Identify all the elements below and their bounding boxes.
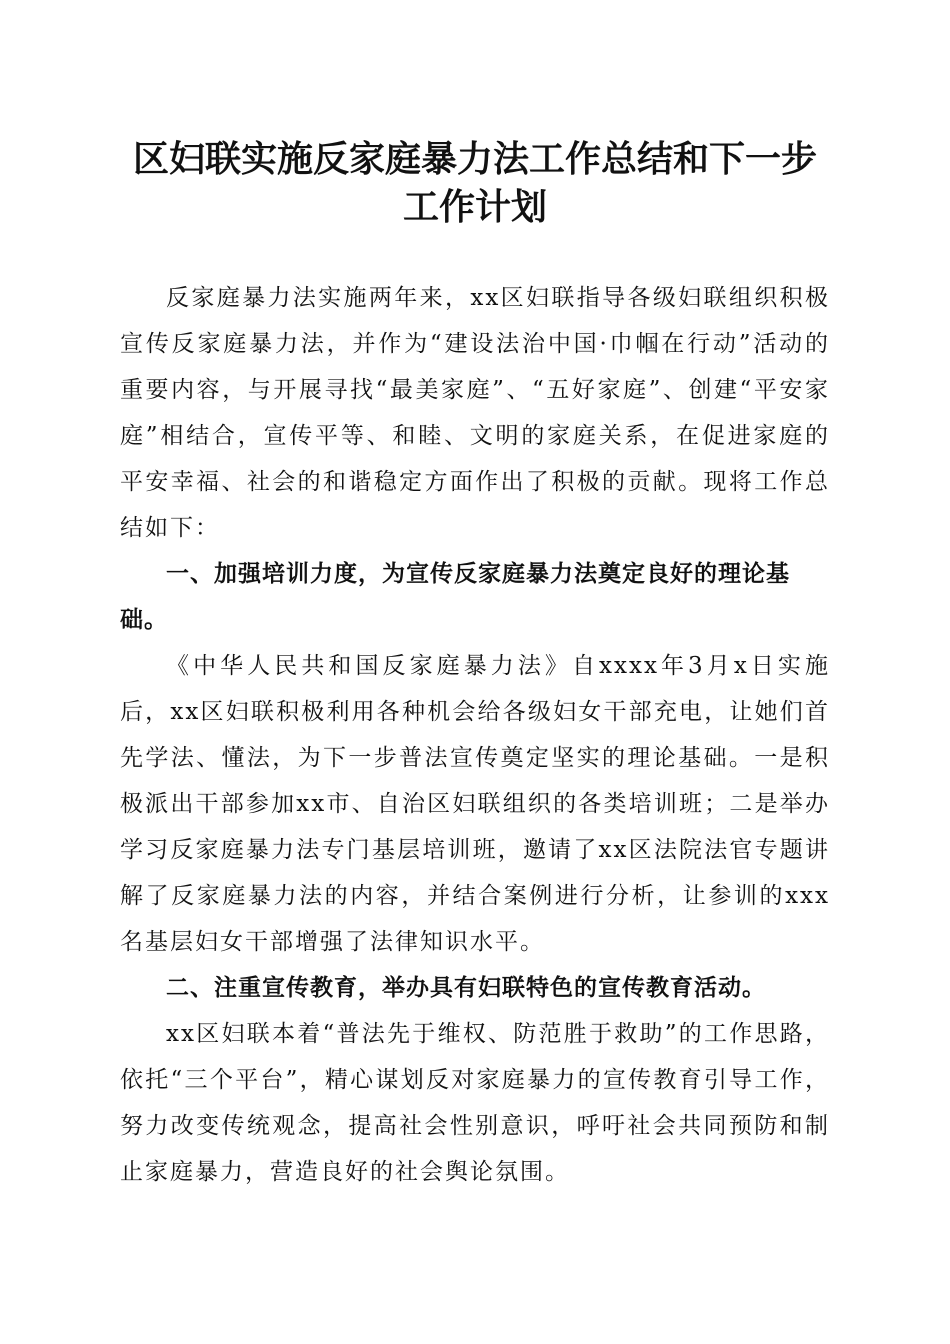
section-body-2: xx区妇联本着“普法先于维权、防范胜于救助”的工作思路，依托“三个平台”，精心谋划反对家庭暴力的宣传教育引导工作，努力改变传统观念，提高社会性别意识，呼吁社会共同预防和制止家庭暴力，营造良好的社会舆论氛围。 bbox=[120, 1021, 830, 1185]
section-body-1: 《中华人民共和国反家庭暴力法》自xxxx年3月x日实施后，xx区妇联积极利用各种机会给各级妇女干部充电，让她们首先学法、懂法，为下一步普法宣传奠定坚实的理论基础。一是积极派出干部参加xx市、自治区妇联组织的各类培训班；二是举办学习反家庭暴力法专门基层培训班，邀请了xx区法院法官专题讲解了反家庭暴力法的内容，并结合案例进行分析，让参训的xxx名基层妇女干部增强了法律知识水平。 bbox=[120, 653, 830, 955]
intro-paragraph: 反家庭暴力法实施两年来，xx区妇联指导各级妇联组织积极宣传反家庭暴力法，并作为“建设法治中国·巾帼在行动”活动的重要内容，与开展寻找“最美家庭”、“五好家庭”、创建“平安家庭”相结合，宣传平等、和睦、文明的家庭关系，在促进家庭的平安幸福、社会的和谐稳定方面作出了积极的贡献。现将工作总结如下： bbox=[120, 285, 830, 541]
section-heading-2: 二、注重宣传教育，举办具有妇联特色的宣传教育活动。 bbox=[166, 975, 766, 1001]
document-body bbox=[120, 275, 830, 1195]
document-title: 区妇联实施反家庭暴力法工作总结和下一步工作计划 bbox=[132, 138, 817, 228]
section-heading-1: 一、加强培训力度，为宣传反家庭暴力法奠定良好的理论基础。 bbox=[120, 561, 790, 633]
